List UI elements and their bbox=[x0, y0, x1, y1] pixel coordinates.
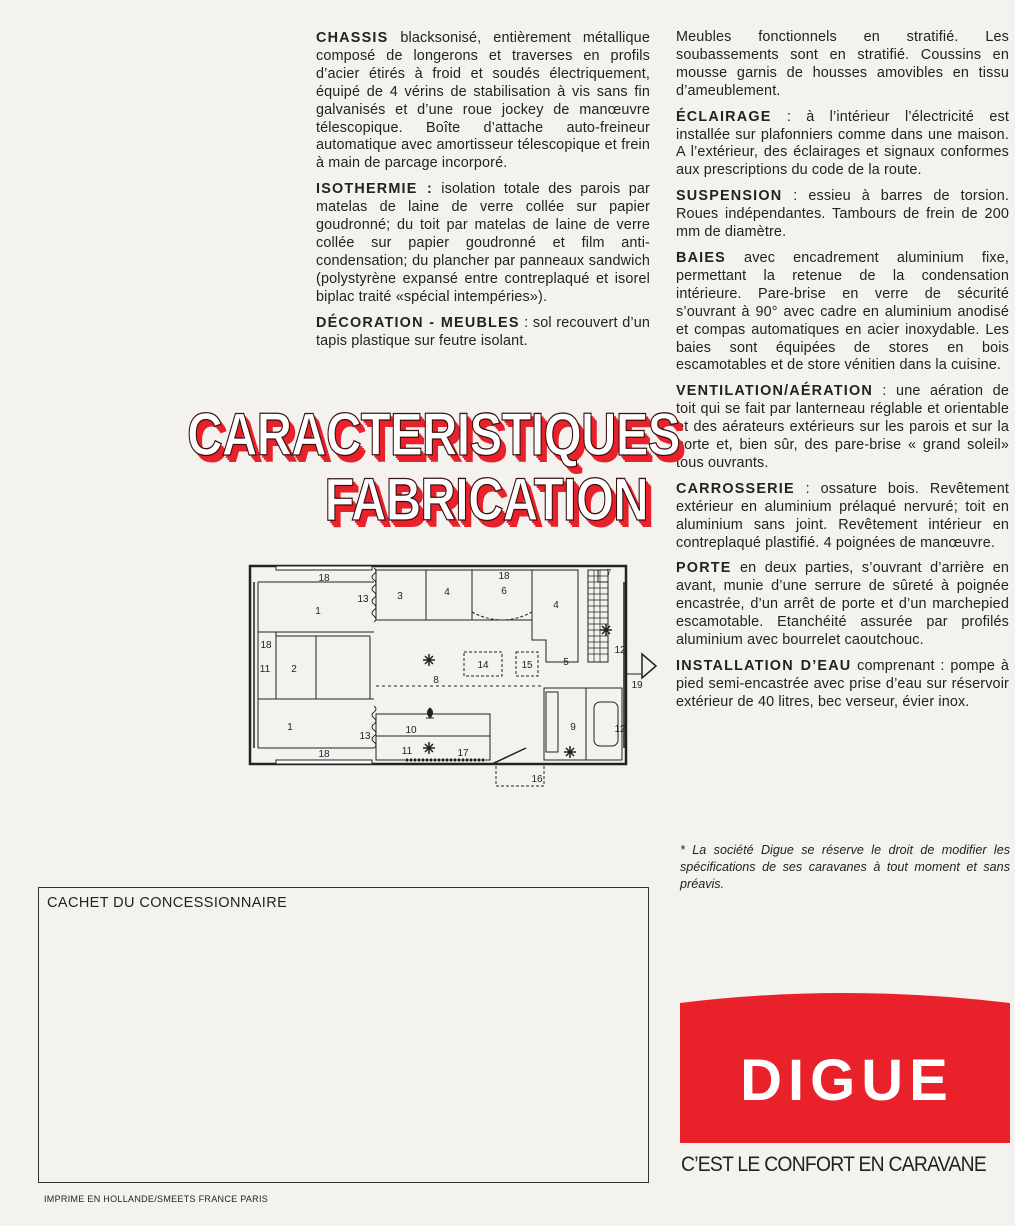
spec-baies: BAIES avec encadrement aluminium fixe, permettant la retenue de la condensation intérieure. Pare-brise en verre de sécurité s’ouvrant à 90° avec cadre en aluminium anodisé et compas automatiques en acier inoxydable. Les baies sont équipées de stores en bois escamotables et de store vénitien dans la cuisine. bbox=[676, 249, 1009, 374]
plan-label-5: 5 bbox=[563, 657, 569, 668]
spec-meubles-continued: Meubles fonctionnels en stratifié. Les soubassements sont en stratifié. Coussins en mousse garnis de housses amovibles en tissu d’ameublement. bbox=[676, 29, 1009, 99]
plan-label-18-cabinet: 18 bbox=[498, 571, 510, 582]
spec-eclairage: ÉCLAIRAGE : à l’intérieur l’électricité est installée sur plafonniers comme dans une maison. A l’extérieur, des éclairages et signaux conformes aux prescriptions du code de la route. bbox=[676, 108, 1009, 179]
plan-label-12-top: 12 bbox=[614, 645, 626, 656]
plan-label-3: 3 bbox=[397, 591, 403, 602]
plan-label-11-left: 11 bbox=[259, 664, 271, 675]
specs-column-middle bbox=[316, 30, 650, 358]
plan-label-17: 17 bbox=[457, 748, 469, 759]
spec-carrosserie: CARROSSERIE : ossature bois. Revêtement extérieur en aluminium prélaqué nervuré; toit en aluminium sans joint. Revêtement intérieur en contreplaqué plastifié. 4 poignées de manœuvre. bbox=[676, 480, 1009, 551]
disclaimer-note: * La société Digue se réserve le droit de modifier les spécifications de ses caravanes à tout moment et sans préavis. bbox=[680, 843, 1010, 891]
spec-porte: PORTE en deux parties, s’ouvrant d’arrière en avant, munie d’une serrure de sûreté à poignée encastrée, d’un arrêt de porte et d’un marchepied escamotable. Etanchéité assurée par profilés aluminium avec bourrelet caoutchouc. bbox=[676, 560, 1009, 649]
plan-label-16: 16 bbox=[531, 774, 543, 785]
plan-label-13-bottom: 13 bbox=[359, 731, 371, 742]
digue-logo bbox=[680, 993, 1010, 1148]
plan-label-8: 8 bbox=[433, 675, 439, 686]
plan-label-2: 2 bbox=[291, 664, 297, 675]
dealer-stamp-box bbox=[38, 887, 649, 1183]
headline-line-1: CARACTERISTIQUES bbox=[187, 401, 680, 468]
plan-label-4-right: 4 bbox=[553, 600, 559, 611]
plan-label-9: 9 bbox=[570, 722, 576, 733]
dealer-stamp-label: CACHET DU CONCESSIONNAIRE bbox=[47, 895, 288, 911]
caravan-floor-plan bbox=[246, 562, 666, 792]
spec-suspension: SUSPENSION : essieu à barres de torsion. Roues indépendantes. Tambours de frein de 200 mm de diamètre. bbox=[676, 188, 1009, 241]
headline-line-2: FABRICATION bbox=[324, 466, 648, 533]
plan-label-10: 10 bbox=[405, 725, 417, 736]
plan-label-1-bottom: 1 bbox=[287, 722, 293, 733]
printer-footer: IMPRIME EN HOLLANDE/SMEETS FRANCE PARIS bbox=[44, 1194, 269, 1204]
plan-label-18-bottom: 18 bbox=[318, 749, 330, 760]
plan-label-15: 15 bbox=[521, 660, 533, 671]
plan-label-18-left: 18 bbox=[260, 640, 272, 651]
logo-text: DIGUE bbox=[740, 1048, 954, 1113]
plan-label-4-top: 4 bbox=[444, 587, 450, 598]
plan-label-12-bottom: 12 bbox=[614, 724, 626, 735]
plan-label-14: 14 bbox=[477, 660, 489, 671]
spec-isothermie: ISOTHERMIE : isolation totale des parois par matelas de laine de verre collée sur papier goudronné; du toit par matelas de laine de verre collée sur papier goudronné et film anti-condensation; du plancher par panneaux sandwich (polystyrène expansé entre contreplaqué et isorel biplac traité «spécial intempéries»). bbox=[316, 181, 650, 305]
specs-column-right bbox=[676, 29, 1009, 720]
plan-label-7: 7 bbox=[606, 568, 612, 577]
plan-label-18-top: 18 bbox=[318, 573, 330, 584]
spec-installation-eau: INSTALLATION D’EAU comprenant : pompe à pied semi-encastrée avec prise d’eau sur réservoir extérieur de 40 litres, bec verseur, évier inox. bbox=[676, 658, 1009, 710]
spec-chassis: CHASSIS blacksonisé, entièrement métallique composé de longerons et traverses en profils d’acier étirés à froid et soudés électriquement, équipé de 4 vérins de stabilisation à vis sans fin galvanisés et d’une roue jockey de manœuvre télescopique. Boîte d’attache auto-freineur automatique avec amortisseur télescopique et frein à main de parcage incorporé. bbox=[316, 30, 650, 172]
plan-label-19: 19 bbox=[631, 680, 643, 691]
plan-label-13-top: 13 bbox=[357, 594, 369, 605]
plan-label-1-top: 1 bbox=[315, 606, 321, 617]
plan-label-11-bottom: 11 bbox=[401, 746, 413, 757]
spec-ventilation: VENTILATION/AÉRATION : une aération de toit qui se fait par lanterneau réglable et orientable et des aérateurs extérieurs sur les parois et sur la porte et, bien sûr, des pare-brise « grand soleil» tous ouvrants. bbox=[676, 383, 1009, 471]
tagline: C’EST LE CONFORT EN CARAVANE bbox=[681, 1153, 987, 1176]
plan-label-6: 6 bbox=[501, 586, 507, 597]
spec-decoration-meubles: DÉCORATION - MEUBLES : sol recouvert d’un tapis plastique sur feutre isolant. bbox=[316, 314, 650, 349]
